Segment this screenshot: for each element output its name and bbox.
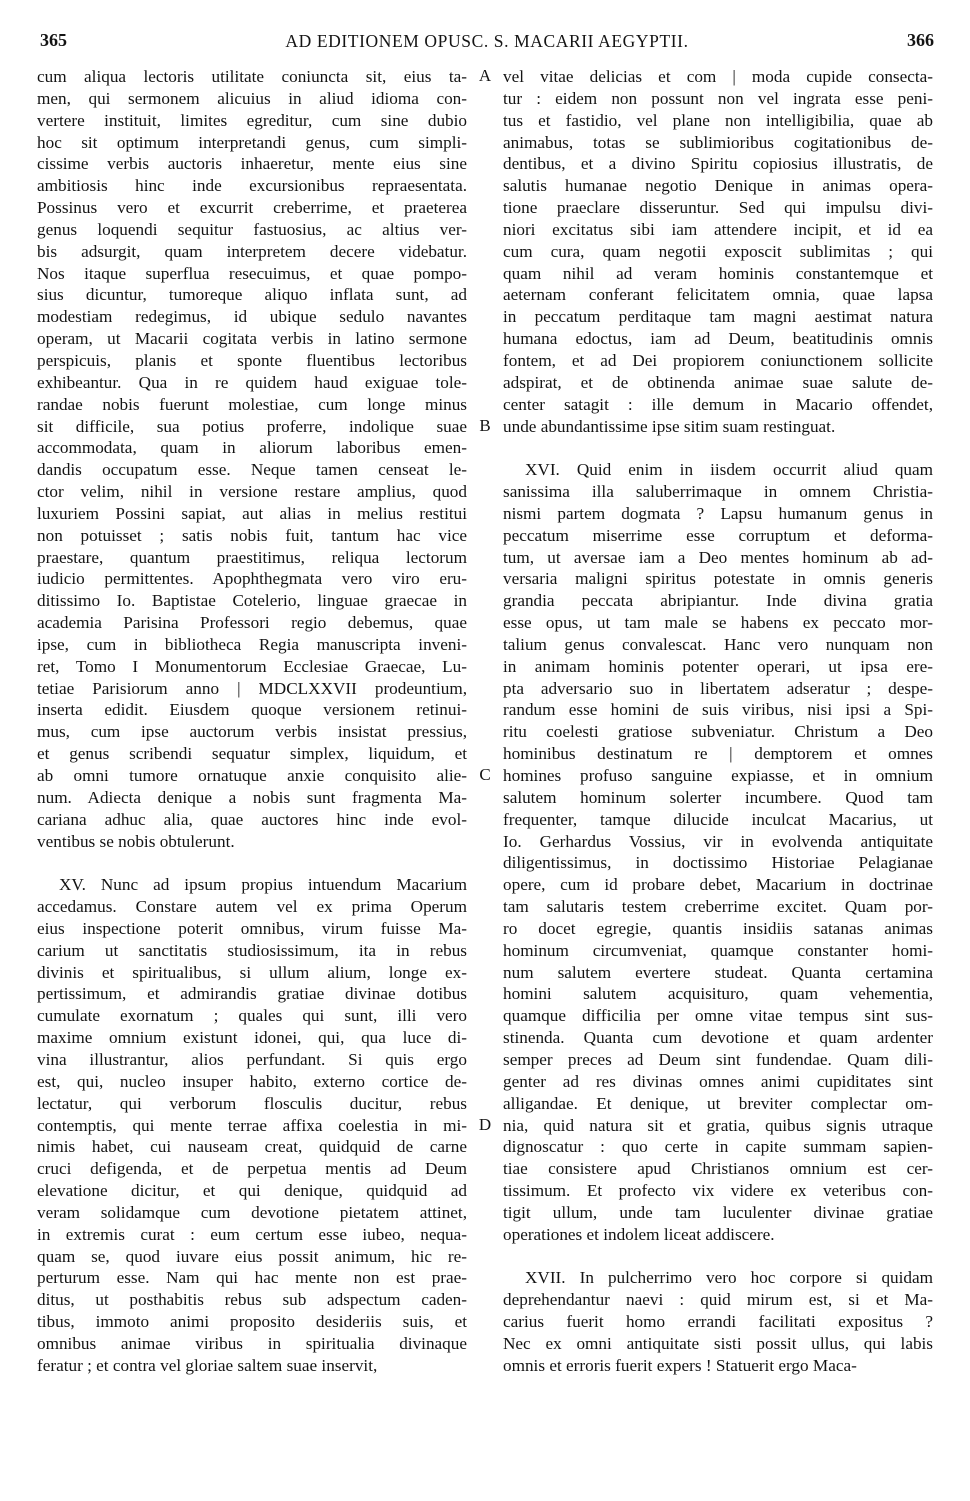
text-line: dentibus, et a divino Spiritu copiosius illustratis, de bbox=[503, 154, 933, 174]
text-line: semper preces ad Deum sint fundendae. Quam dili- bbox=[503, 1049, 933, 1069]
text-line: adspirat, et de obtinenda animae suae salute de- bbox=[503, 372, 933, 392]
running-title: AD EDITIONEM OPUSC. S. MACARII AEGYPTII. bbox=[285, 31, 689, 51]
text-line: salutis humanae negotio Denique in animas opera- bbox=[503, 176, 933, 196]
margin-letter-c: C bbox=[479, 765, 491, 785]
text-line: hominibus destinatum re | demptorem et omnes bbox=[503, 744, 933, 764]
text-line: quamque difficilia per omne vitae tempus sint sus- bbox=[503, 1006, 933, 1026]
text-line: num salutem evertere studeat. Quanta certamina bbox=[503, 962, 933, 982]
text-line: alligandae. Et denique, ut breviter complectar om- bbox=[503, 1093, 933, 1113]
text-line: ro docet egregie, quantis insidiis satanas animas bbox=[503, 918, 933, 938]
text-line: tetiae Parisiorum anno | MDCLXXVII prodeuntium, bbox=[37, 678, 467, 698]
right-column bbox=[503, 66, 933, 1377]
text-line: est, qui, nucleo insuper habito, externo cortice de- bbox=[37, 1071, 467, 1091]
text-line: cariana adhuc alia, quae auctores hinc inde evol- bbox=[37, 809, 467, 829]
text-line: et genus scribendi sequatur simplex, liquidum, et bbox=[37, 744, 467, 764]
text-line: pta adversario suo in libertatem adseratur ; despe- bbox=[503, 678, 933, 698]
left-column bbox=[37, 66, 467, 1377]
margin-section-letters bbox=[470, 66, 500, 1486]
text-line: esse opus, ut tam male se habens ex peccato mor- bbox=[503, 613, 933, 633]
text-line: cissime verbis auctoris inhaeretur, mente eius sine bbox=[37, 154, 467, 174]
text-line: cum aliqua lectoris utilitate coniuncta sit, eius ta- bbox=[37, 67, 467, 86]
text-line: ret, Tomo I Monumentorum Ecclesiae Graecae, Lu- bbox=[37, 656, 467, 676]
text-line: ditissimo Io. Baptistae Cotelerio, linguae graecae in bbox=[37, 591, 467, 611]
text-line: bis adsurgit, quam interpretem decere videbatur. bbox=[37, 241, 467, 261]
text-line: omnibus animae viribus in spiritualia divinaque bbox=[37, 1333, 467, 1353]
text-line: quam se, quod iuvare eius possit animum, hic re- bbox=[37, 1246, 467, 1266]
text-line: tissimum. Et profecto vix videre ex veteribus con- bbox=[503, 1181, 933, 1201]
text-line: genter ad res divinas omnes animi cupiditates sint bbox=[503, 1071, 933, 1091]
text-line: nia, quid natura sit et gratia, quibus signis utraque bbox=[503, 1115, 933, 1135]
text-line: salutem hominum solerter incumbere. Quod tam bbox=[503, 787, 933, 807]
text-line: dandis occupatum esse. Neque tamen censeat le- bbox=[37, 460, 467, 480]
text-line: Nos itaque superflua resecuimus, et quae pompo- bbox=[37, 263, 467, 283]
text-line: vina illustrantur, alios perfundant. Si quis ergo bbox=[37, 1049, 467, 1069]
text-line: perspicuis, planis et sponte fluentibus lectoribus bbox=[37, 350, 467, 370]
text-line: fontem, et ad Dei propiorem coniunctionem sollicite bbox=[503, 350, 933, 370]
text-line: maxime omnium existunt idonei, qui, qua luce di- bbox=[37, 1028, 467, 1048]
page-number-right: 366 bbox=[907, 30, 934, 50]
text-line: diligentissimus, in doctissimo Historiae Pelagianae bbox=[503, 853, 933, 873]
text-line: pertissimum, et admirandis gratiae divinae dotibus bbox=[37, 984, 467, 1004]
text-line: in animam hominis potenter operari, ut ipsa ere- bbox=[503, 656, 933, 676]
text-line: opere, cum id probare debet, Macarium in doctrinae bbox=[503, 875, 933, 895]
text-line: eius inspectione poterit omnibus, virum fuisse Ma- bbox=[37, 918, 467, 938]
text-line: omnis et erroris fuerit expers ! Statuerit ergo Maca- bbox=[503, 1355, 857, 1375]
text-line: humana edoctus, iam ad Deum, beatitudinis omnis bbox=[503, 329, 933, 349]
text-line: ctor velim, nihil in versione restare amplius, quod bbox=[37, 482, 467, 502]
text-line: XV. Nunc ad ipsum propius intuendum Macarium bbox=[59, 875, 467, 895]
text-line: exhibeantur. Qua in re quidem haud exiguae tole- bbox=[37, 372, 467, 392]
text-line: tur : eidem non possunt non vel ingrata esse peni- bbox=[503, 88, 933, 108]
text-line: cum cura, quam negotii exposcit sublimitas ; qui bbox=[503, 241, 933, 261]
text-line: num. Adiecta denique a nobis sunt fragmenta Ma- bbox=[37, 787, 467, 807]
text-line: sit difficile, sua potius proferre, indolique suae bbox=[37, 416, 467, 436]
page-number-left: 365 bbox=[40, 30, 67, 50]
text-line: operationes et indolem liceat addiscere. bbox=[503, 1224, 775, 1244]
text-line: Nec ex omni antiquitate sisti possit ullus, qui labis bbox=[503, 1333, 933, 1353]
margin-letter-a: A bbox=[478, 66, 492, 85]
text-line: nismi partem dogmata ? Lapsu humanum genus in bbox=[503, 503, 933, 523]
text-line: inserta edidit. Eiusdem quoque versionem retinui- bbox=[37, 700, 467, 720]
text-line: stinenda. Quanta cum devotione et quam ardenter bbox=[503, 1028, 933, 1048]
text-line: homines profuso sanguine expiasse, et in omnium bbox=[503, 766, 933, 785]
text-line: niori excitatus sibi iam attendere incipit, et id ea bbox=[503, 219, 933, 239]
text-line: animabus, totas se sublimioribus cogitationibus de- bbox=[503, 132, 933, 152]
text-line: modestiam redegimus, id ubique sedulo navantes bbox=[37, 307, 467, 327]
text-line: frequenter, tamque dilucide inculcat Macarius, ut bbox=[503, 809, 933, 829]
text-line: homini salutem acquisituro, quam vehementia, bbox=[503, 984, 933, 1004]
text-line: ab omni tumore ornatuque anxie conquisito alie- bbox=[37, 766, 467, 785]
text-line: mus, cum ipse auctorum verbis insistat pressius, bbox=[37, 722, 467, 742]
text-line: in peccatum perditaque tam magni aestimat natura bbox=[503, 307, 933, 327]
text-line: Io. Gerhardus Vossius, vir in evolvenda antiquitate bbox=[503, 831, 933, 851]
text-line: versaria maligni spiritus potestate in omnis generis bbox=[503, 569, 933, 589]
text-line: feratur ; et contra vel gloriae saltem suae inservit, bbox=[37, 1355, 378, 1375]
text-line: dignoscatur : quo certe in capite summam sapien- bbox=[503, 1137, 933, 1157]
text-line: ditus, ut posthabitis rebus sub adspectum caden- bbox=[37, 1290, 467, 1310]
text-line: veram solidamque cum devotione pietatem attinet, bbox=[37, 1202, 467, 1222]
text-line: quam nihil ad veram hominis constantemque et bbox=[503, 263, 933, 283]
text-line: talium genus convalescat. Hanc vero nunquam non bbox=[503, 634, 933, 654]
text-line: grandia peccata abripiantur. Inde divina gratia bbox=[503, 591, 933, 611]
text-line: sius dicuntur, tumoreque aliquo inflata sunt, ad bbox=[37, 285, 467, 305]
text-line: ipse, cum in bibliotheca Regia manuscripta inveni- bbox=[37, 634, 467, 654]
text-line: divinis et spiritualibus, si ullum alium, longe ex- bbox=[37, 962, 467, 982]
text-line: tione praeclare disseruntur. Sed qui impulsu divi- bbox=[503, 198, 933, 218]
text-line: center satagit : ille demum in Macario offendet, bbox=[503, 394, 933, 414]
text-line: luxuriem Possini sapiat, aut alias in melius restitui bbox=[37, 503, 467, 523]
text-line: tum, ut aversae iam a Deo mentes hominum ab ad- bbox=[503, 547, 933, 567]
text-line: genus loquendi sequitur fastuosius, ac altius ver- bbox=[37, 219, 467, 239]
text-line: vertere instituit, limites egreditur, cum sine dubio bbox=[37, 110, 467, 130]
text-line: XVI. Quid enim in iisdem occurrit aliud quam bbox=[525, 460, 933, 480]
text-line: perturum esse. Nam qui hac mente non est prae- bbox=[37, 1268, 467, 1288]
text-line: vel vitae delicias et com | moda cupide consecta- bbox=[503, 67, 933, 86]
text-line: hoc sit optimum interpretandi genus, cum simpli- bbox=[37, 132, 467, 152]
paragraph-gap bbox=[503, 437, 933, 459]
text-line: Possinus vero et excurrit creberrime, et praeterea bbox=[37, 198, 467, 218]
page-header bbox=[40, 30, 934, 60]
text-line: praestare, quantum praestitimus, reliqua lectorum bbox=[37, 547, 467, 567]
text-line: elevatione dicitur, et qui denique, quidquid ad bbox=[37, 1181, 467, 1201]
text-line: carius fuerit homo errandi facilitati expositus ? bbox=[503, 1312, 933, 1332]
text-line: randae nobis fuerunt molestiae, cum longe minus bbox=[37, 394, 467, 414]
paragraph-gap bbox=[37, 852, 467, 874]
text-line: ambitiosis hinc inde excursionibus repraesentata. bbox=[37, 176, 467, 196]
text-line: operam, ut Macarii cogitata verbis in latino sermone bbox=[37, 329, 467, 349]
text-line: hominum circumveniat, quamque constanter homi- bbox=[503, 940, 933, 960]
text-line: tigit ullum, unde tam luculenter divinae gratiae bbox=[503, 1202, 933, 1222]
text-line: non potuisset ; satis nobis fuit, tantum hac vice bbox=[37, 525, 467, 545]
text-line: tam salutaris testem creberrime excitet. Quam por- bbox=[503, 897, 933, 917]
text-line: academia Parisina Professori regio debemus, quae bbox=[37, 613, 467, 633]
text-line: accommodata, quam in aliorum laboribus emen- bbox=[37, 438, 467, 458]
text-line: unde abundantissime ipse sitim suam restinguat. bbox=[503, 416, 836, 436]
text-line: iudicio permittentes. Apophthegmata vero viro eru- bbox=[37, 569, 467, 589]
text-line: sanissima illa saluberrimaque in omnem Christia- bbox=[503, 482, 933, 502]
margin-letter-d: D bbox=[478, 1114, 492, 1134]
text-line: randum esse homini de suis viribus, nisi ipsi a Spi- bbox=[503, 700, 933, 720]
text-line: ventibus se nobis obtulerunt. bbox=[37, 831, 235, 851]
text-line: nimis habet, cui nauseam creat, quidquid de carne bbox=[37, 1137, 467, 1157]
text-line: lectatur, qui verborum flosculis ducitur, rebus bbox=[37, 1093, 467, 1113]
text-line: tus et fastidio, vel plane non intelligibilia, quae ab bbox=[503, 110, 933, 130]
text-line: deprehendantur naevi : quid mirum est, si et Ma- bbox=[503, 1290, 933, 1310]
text-line: contemptis, qui mente terrae affixa coelestia in mi- bbox=[37, 1115, 467, 1135]
text-line: aeternam conferant felicitatem omnia, quae lapsa bbox=[503, 285, 933, 305]
margin-letter-b: B bbox=[479, 415, 491, 435]
text-line: XVII. In pulcherrimo vero hoc corpore si quidam bbox=[525, 1268, 933, 1288]
text-line: ritu coelesti gratiose subveniatur. Christum a Deo bbox=[503, 722, 933, 742]
text-line: men, qui sermonem alicuius in aliud idioma con- bbox=[37, 88, 467, 108]
text-line: accedamus. Constare autem vel ex prima Operum bbox=[37, 897, 467, 917]
text-line: cruci defigenda, et de perpetua mentis ad Deum bbox=[37, 1159, 467, 1179]
paragraph-gap bbox=[503, 1246, 933, 1268]
text-line: cumulate exornatum ; quales qui sunt, illi vero bbox=[37, 1006, 467, 1026]
text-line: carium ut sanctitatis studiosissimum, ita in rebus bbox=[37, 940, 467, 960]
text-line: tibus, immoto animi proposito desideriis suis, et bbox=[37, 1312, 467, 1332]
text-line: peccatum miserrime esse corruptum et deforma- bbox=[503, 525, 933, 545]
text-line: tiae consistere apud Christianos omnium est cer- bbox=[503, 1159, 933, 1179]
text-line: in extremis curat : eum certum esse iubeo, nequa- bbox=[37, 1224, 467, 1244]
